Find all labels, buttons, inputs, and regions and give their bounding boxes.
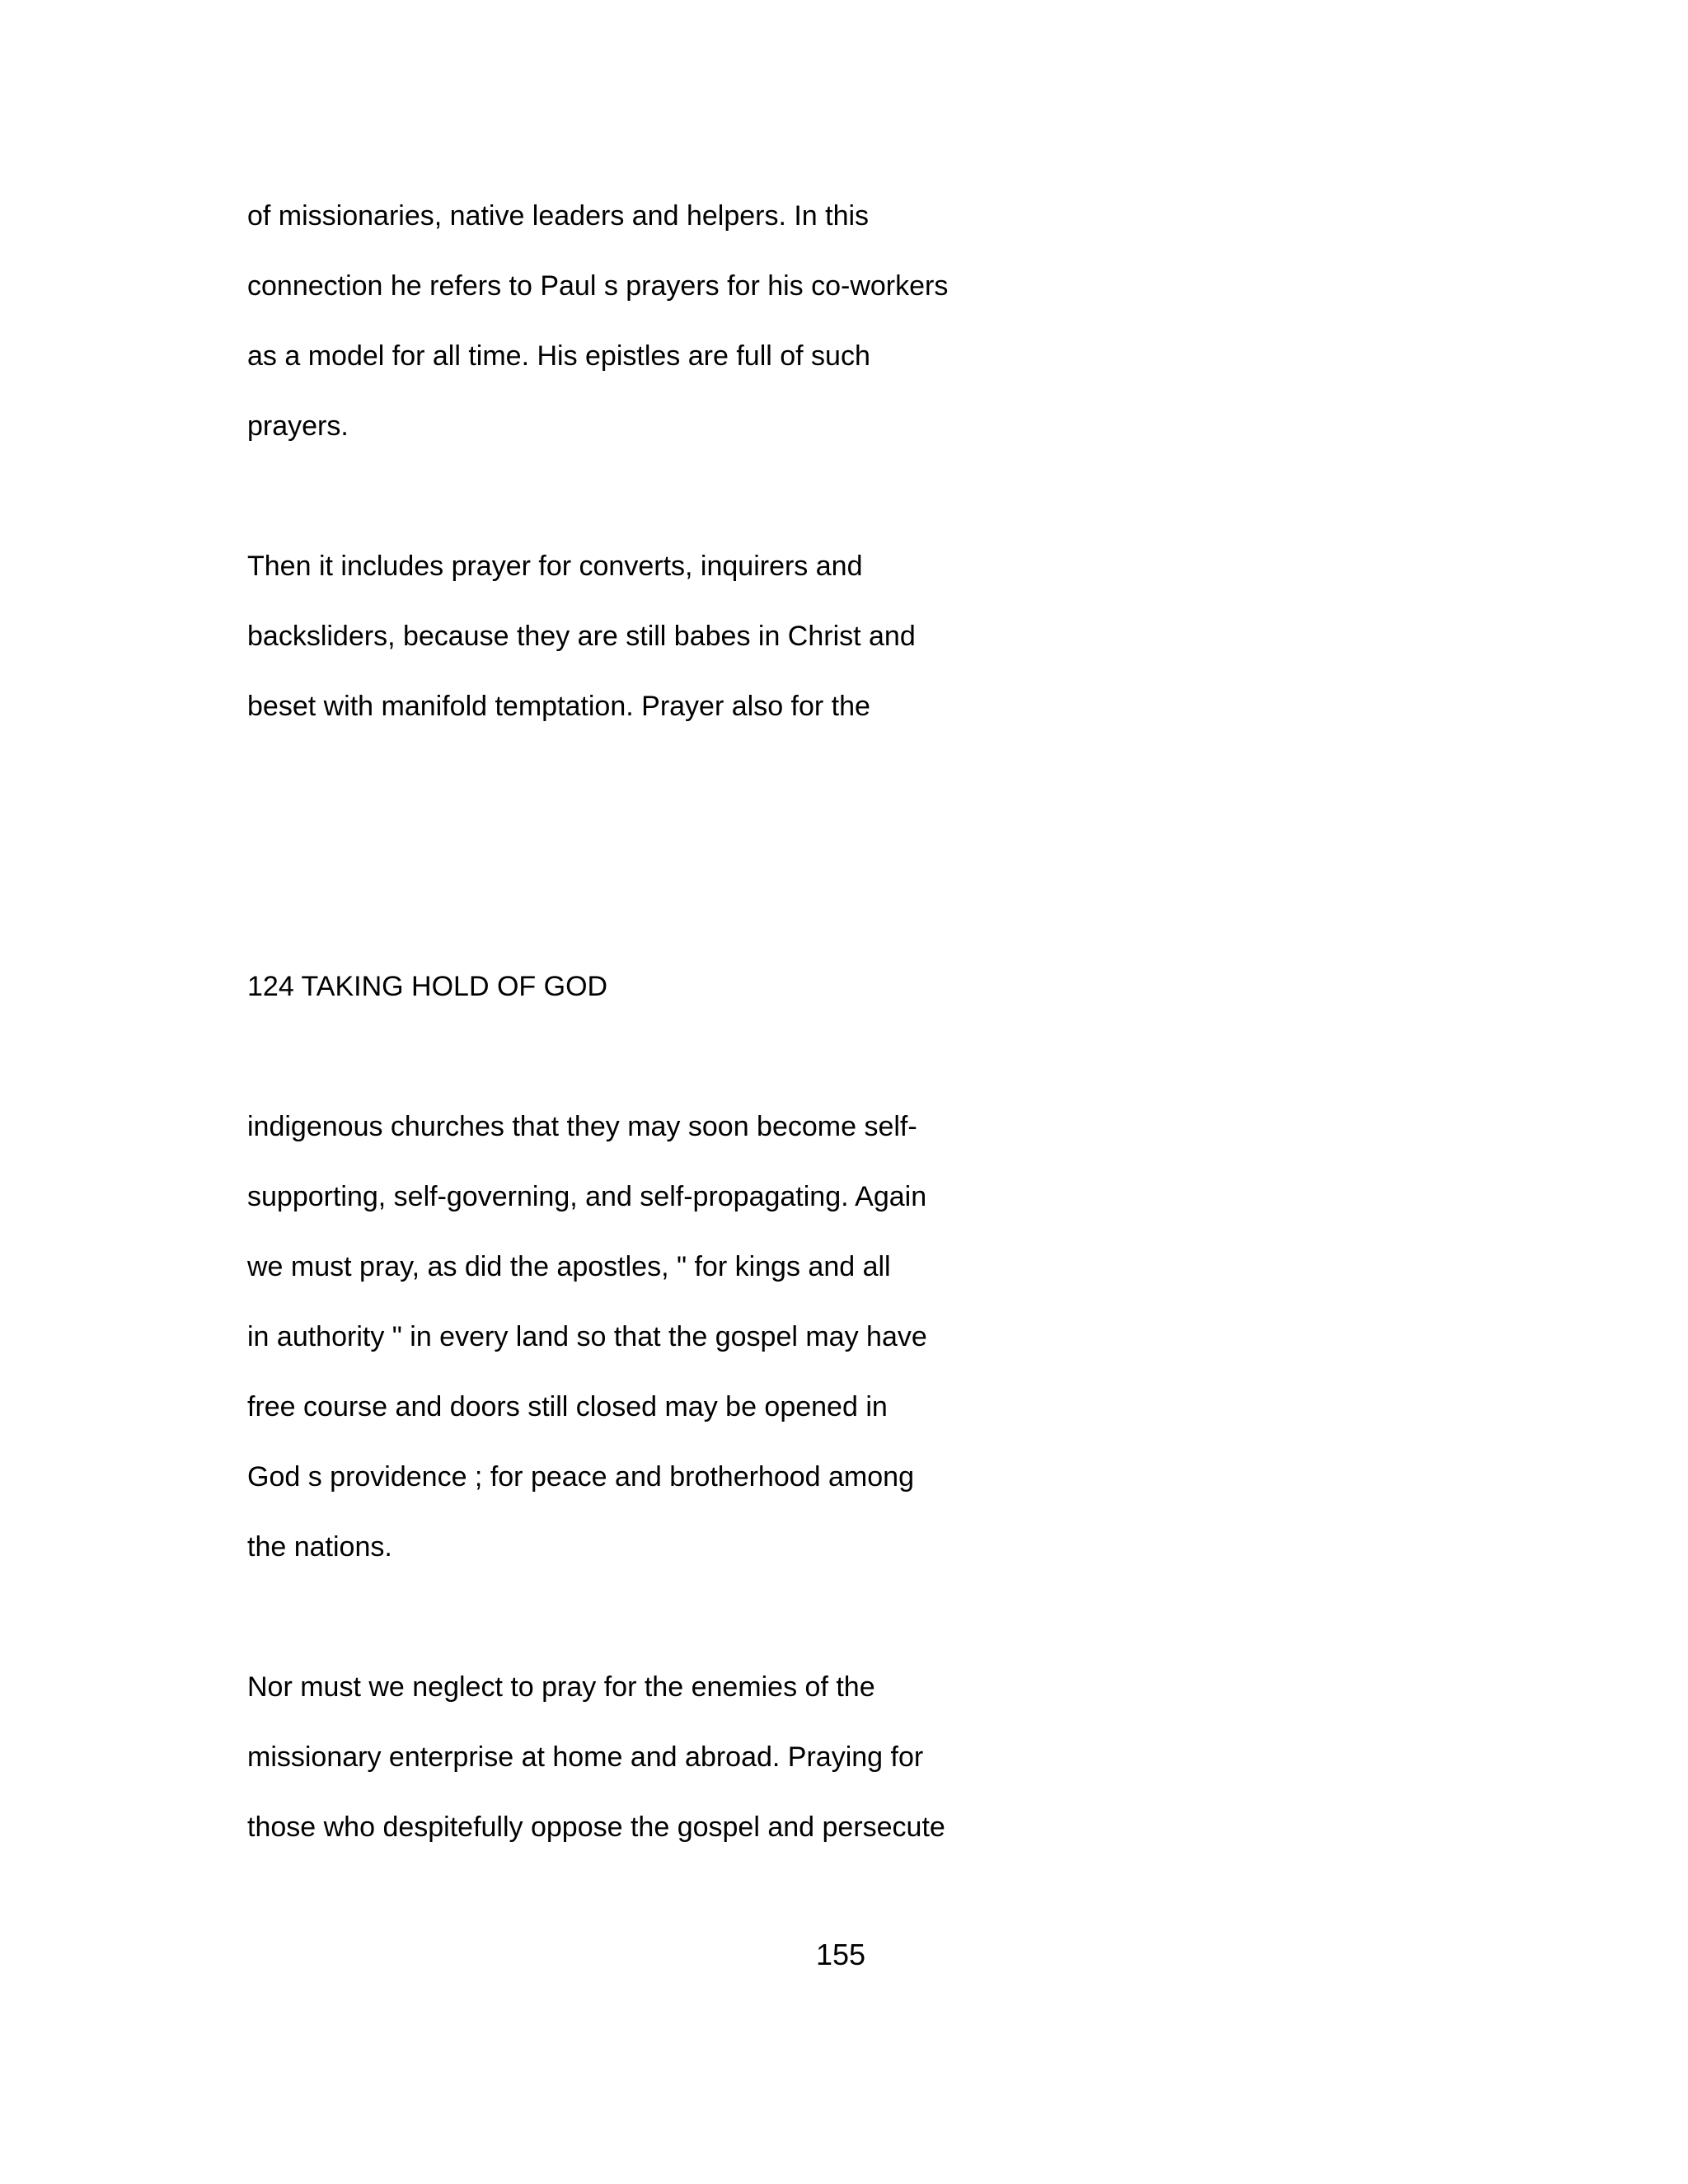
running-header: 124 TAKING HOLD OF GOD	[247, 971, 608, 1002]
text-line: in authority " in every land so that the gospel may have	[247, 1321, 927, 1352]
text-line: as a model for all time. His epistles are full of such	[247, 340, 870, 372]
text-line: backsliders, because they are still babes in Christ and	[247, 621, 916, 652]
text-line: beset with manifold temptation. Prayer also for the	[247, 691, 870, 722]
text-line: we must pray, as did the apostles, " for kings and all	[247, 1251, 891, 1282]
page-number: 155	[815, 1938, 866, 1971]
text-line: supporting, self-governing, and self-propagating. Again	[247, 1181, 927, 1212]
text-line: prayers.	[247, 410, 349, 442]
text-line: free course and doors still closed may be opened in	[247, 1391, 888, 1422]
text-line: those who despitefully oppose the gospel and persecute	[247, 1811, 945, 1843]
text-line: of missionaries, native leaders and helpers. In this	[247, 200, 870, 232]
text-line: connection he refers to Paul s prayers for his co-workers	[247, 270, 949, 302]
text-line: God s providence ; for peace and brotherhood among	[247, 1461, 914, 1493]
text-line: indigenous churches that they may soon become self-	[247, 1111, 917, 1142]
text-line: Nor must we neglect to pray for the enemies of the	[247, 1671, 875, 1703]
text-line: Then it includes prayer for converts, inquirers and	[247, 551, 863, 582]
text-line: missionary enterprise at home and abroad. Praying for	[247, 1741, 924, 1773]
text-line: the nations.	[247, 1531, 392, 1563]
